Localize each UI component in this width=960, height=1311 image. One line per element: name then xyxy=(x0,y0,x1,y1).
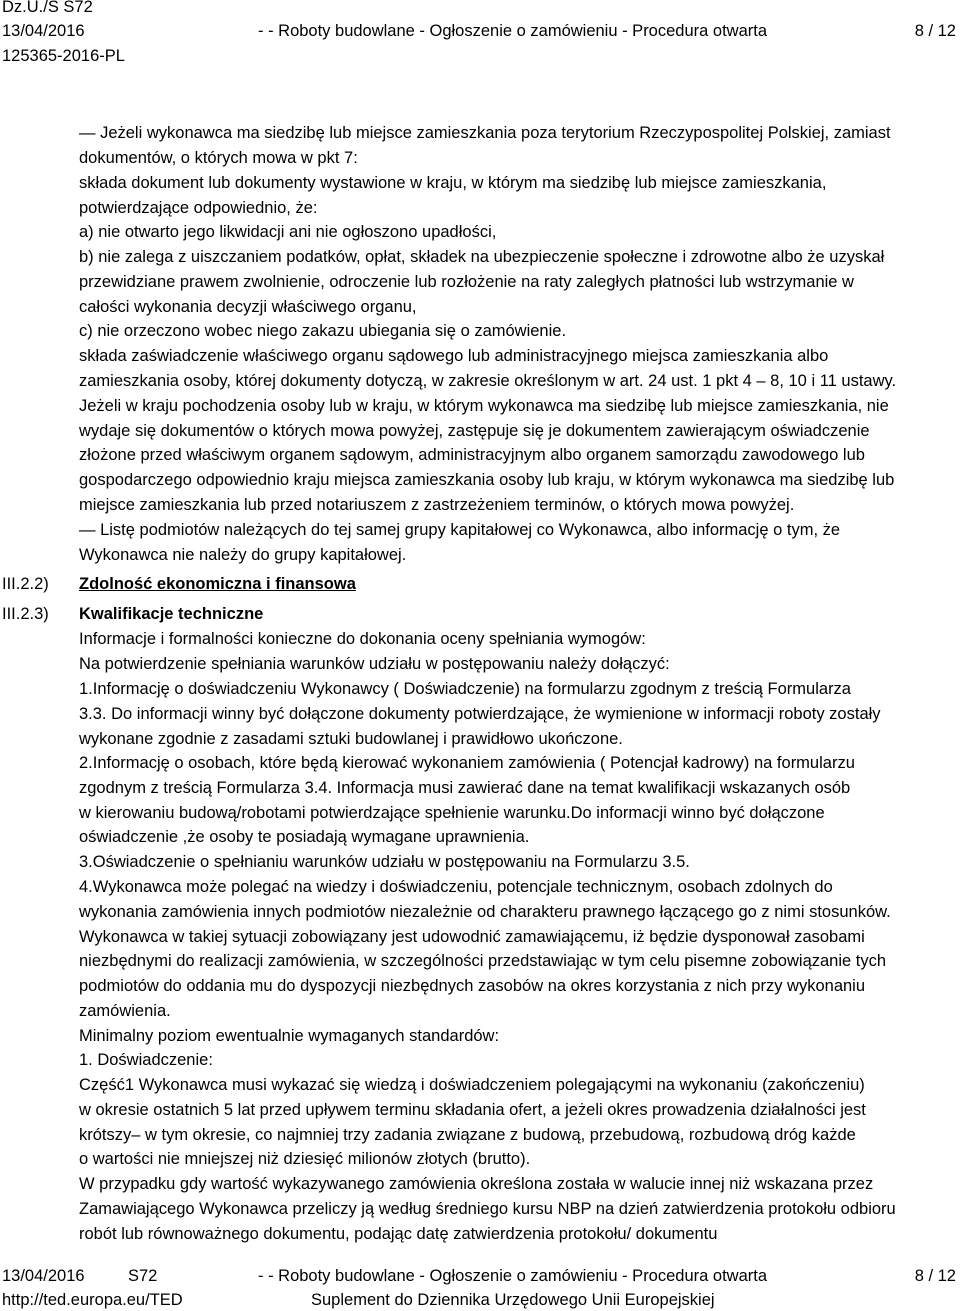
qualif-line: Zamawiającego Wykonawca przeliczy ją według średniego kursu NBP na dzień zatwierdzenia protokołu odbioru xyxy=(79,1200,896,1218)
body-line: gospodarczego odpowiednio kraju miejsca zamieszkania osoby lub kraju, w którym wykonawca ma siedzibę lub xyxy=(79,471,895,489)
qualif-line: 4.Wykonawca może polegać na wiedzy i doświadczeniu, potencjale technicznym, osobach zdolnych do xyxy=(79,878,833,896)
body-line: składa dokument lub dokumenty wystawione w kraju, w którym ma siedzibę lub miejsce zamieszkania, xyxy=(79,174,827,192)
body-line: b) nie zalega z uiszczaniem podatków, opłat, składek na ubezpieczenie społeczne i zdrowotne albo że uzyskał xyxy=(79,248,885,266)
footer-series: S72 xyxy=(128,1267,158,1285)
body-line: miejsce zamieszkania lub przed notariuszem z zastrzeżeniem terminów, o których mowa powyżej. xyxy=(79,496,795,514)
footer-supplement: Suplement do Dziennika Urzędowego Unii Europejskiej xyxy=(311,1291,715,1309)
section-number-iii-2-3: III.2.3) xyxy=(2,605,49,623)
qualif-line: Wykonawca w takiej sytuacji zobowiązany jest udowodnić zamawiającemu, iż będzie dysponował zasobami xyxy=(79,928,865,946)
body-line: Jeżeli w kraju pochodzenia osoby lub w kraju, w którym wykonawca ma siedzibę lub miejsce zamieszkania, nie xyxy=(79,397,889,415)
qualif-line: Minimalny poziom ewentualnie wymaganych standardów: xyxy=(79,1027,500,1045)
body-line: — Listę podmiotów należących do tej samej grupy kapitałowej co Wykonawca, albo informację o tym, że xyxy=(79,521,841,539)
qualif-line: krótszy– w tym okresie, co najmniej trzy zadania związane z budową, przebudową, rozbudową dróg każde xyxy=(79,1126,856,1144)
body-line: c) nie orzeczono wobec niego zakazu ubiegania się o zamówienie. xyxy=(79,322,567,340)
body-line: Wykonawca nie należy do grupy kapitałowej. xyxy=(79,546,407,564)
body-line: a) nie otwarto jego likwidacji ani nie ogłoszono upadłości, xyxy=(79,223,497,241)
section-title-economic: Zdolność ekonomiczna i finansowa xyxy=(79,575,356,593)
body-line: potwierdzające odpowiednio, że: xyxy=(79,199,318,217)
qualif-line: o wartości nie mniejszej niż dziesięć milionów złotych (brutto). xyxy=(79,1150,531,1168)
footer-url: http://ted.europa.eu/TED xyxy=(2,1291,183,1309)
qualif-line: Na potwierdzenie spełniania warunków udziału w postępowaniu należy dołączyć: xyxy=(79,655,670,673)
body-line: przewidziane prawem zwolnienie, odroczenie lub rozłożenie na raty zaległych płatności lub wstrzymanie w xyxy=(79,273,854,291)
qualif-line: 1. Doświadczenie: xyxy=(79,1051,213,1069)
qualif-line: zgodnym z treścią Formularza 3.4. Informacja musi zawierać dane na temat kwalifikacji wskazanych osób xyxy=(79,779,851,797)
body-line: wydaje się dokumentów o których mowa powyżej, zastępuje się je dokumentem zawierającym oświadczenie xyxy=(79,422,870,440)
section-number-iii-2-2: III.2.2) xyxy=(2,575,49,593)
header-page-number: 8 / 12 xyxy=(914,22,956,40)
qualif-line: 3.Oświadczenie o spełnianiu warunków udziału w postępowaniu na Formularzu 3.5. xyxy=(79,853,690,871)
body-line: całości wykonania decyzji właściwego organu, xyxy=(79,298,417,316)
body-line: zamieszkania osoby, której dokumenty dotyczą, w zakresie określonym w art. 24 ust. 1 pkt 4 – 8, 10 i 11 ustawy. xyxy=(79,372,897,390)
qualif-line: Część1 Wykonawca musi wykazać się wiedzą i doświadczeniem polegającymi na wykonaniu (zakończeniu) xyxy=(79,1076,865,1094)
qualif-line: oświadczenie ,że osoby te posiadają wymagane uprawnienia. xyxy=(79,828,530,846)
notice-id: 125365-2016-PL xyxy=(2,47,125,65)
body-line: składa zaświadczenie właściwego organu sądowego lub administracyjnego miejsca zamieszkania albo xyxy=(79,347,829,365)
section-title-technical: Kwalifikacje techniczne xyxy=(79,605,264,623)
qualif-line: wykonania zamówienia innych podmiotów niezależnie od charakteru prawnego łączącego go z nimi stosunków. xyxy=(79,903,891,921)
qualif-line: zamówienia. xyxy=(79,1002,171,1020)
body-line: dokumentów, o których mowa w pkt 7: xyxy=(79,149,358,167)
body-line: złożone przed właściwym organem sądowym, administracyjnym albo organem samorządu zawodowego lub xyxy=(79,446,865,464)
header-date: 13/04/2016 xyxy=(2,22,85,40)
footer-title: - - Roboty budowlane - Ogłoszenie o zamówieniu - Procedura otwarta xyxy=(258,1267,768,1285)
journal-ref: Dz.U./S S72 xyxy=(2,0,93,16)
qualif-line: Informacje i formalności konieczne do dokonania oceny spełniania wymogów: xyxy=(79,630,646,648)
qualif-line: w okresie ostatnich 5 lat przed upływem terminu składania ofert, a jeżeli okres prowadzenia działalności jest xyxy=(79,1101,866,1119)
qualif-line: w kierowaniu budową/robotami potwierdzające spełnienie warunku.Do informacji winno być dołączone xyxy=(79,804,825,822)
qualif-line: podmiotów do oddania mu do dyspozycji niezbędnych zasobów na okres korzystania z nich przy wykonaniu xyxy=(79,977,866,995)
qualif-line: W przypadku gdy wartość wykazywanego zamówienia określona została w walucie innej niż wskazana przez xyxy=(79,1175,874,1193)
qualif-line: 2.Informację o osobach, które będą kierować wykonaniem zamówienia ( Potencjał kadrowy) na formularzu xyxy=(79,754,855,772)
footer-date: 13/04/2016 xyxy=(2,1267,85,1285)
qualif-line: robót lub równoważnego dokumentu, podając datę zatwierdzenia protokołu/ dokumentu xyxy=(79,1225,718,1243)
qualif-line: 3.3. Do informacji winny być dołączone dokumenty potwierdzające, że wymienione w informacji roboty zostały xyxy=(79,705,881,723)
body-line: — Jeżeli wykonawca ma siedzibę lub miejsce zamieszkania poza terytorium Rzeczypospolitej Polskiej, zamiast xyxy=(79,124,891,142)
qualif-line: 1.Informację o doświadczeniu Wykonawcy ( Doświadczenie) na formularzu zgodnym z treścią Formularza xyxy=(79,680,851,698)
qualif-line: niezbędnymi do realizacji zamówienia, w szczególności przedstawiając w tym celu pisemne zobowiązanie tych xyxy=(79,952,887,970)
footer-page-number: 8 / 12 xyxy=(914,1267,956,1285)
qualif-line: wykonane zgodnie z zasadami sztuki budowlanej i prawidłowo ukończone. xyxy=(79,730,623,748)
header-title: - - Roboty budowlane - Ogłoszenie o zamówieniu - Procedura otwarta xyxy=(258,22,768,40)
